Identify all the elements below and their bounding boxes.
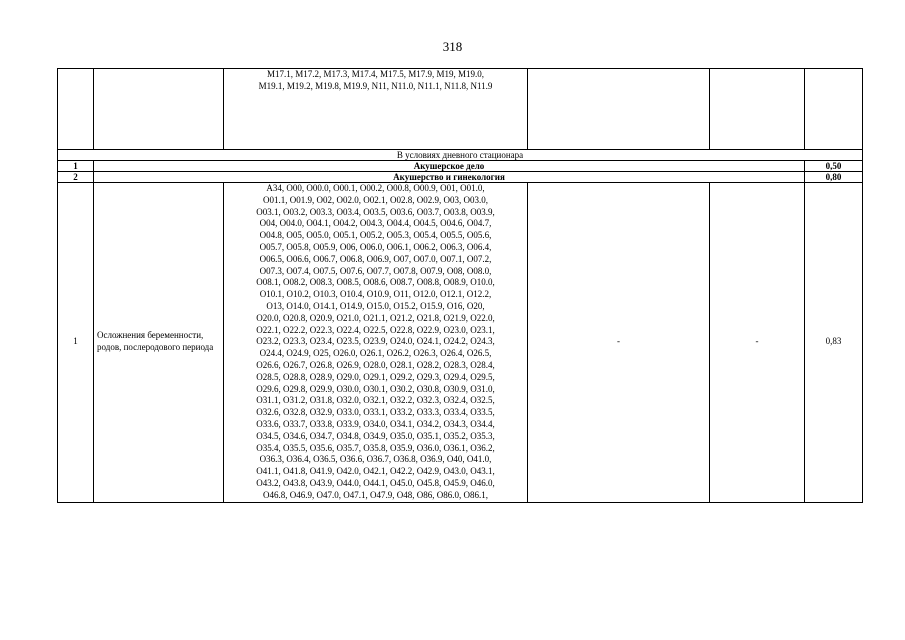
row-col-b: - (710, 183, 805, 503)
row-name: Осложнения беременности, родов, послеродового периода (94, 183, 224, 503)
category-row (58, 172, 863, 183)
cell-coef (805, 69, 863, 150)
row-codes: A34, O00, O00.0, O00.1, O00.2, O00.8, O00.9, O01, O01.0, O01.1, O01.9, O02, O02.0, O02.1, O02.8, O02.9, O03, O03.0, O03.1, O03.2, O03.3, O03.4, O03.5, O03.6, O03.7, O03.8, O03.9, O04, O04.0, O04.1, O04.2, O04.3, O04.4, O04.5, O04.6, O04.7, O04.8, O05, O05.0, O05.1, O05.2, O05.3, O05.4, O05.5, O05.6, O05.7, O05.8, O05.9, O06, O06.0, O06.1, O06.2, O06.3, O06.4, O06.5, O06.6, O06.7, O06.8, O06.9, O07, O07.0, O07.1, O07.2, O07.3, O07.4, O07.5, O07.6, O07.7, O07.8, O07.9, O08, O08.0, O08.1, O08.2, O08.3, O08.5, O08.6, O08.7, O08.8, O08.9, O10.0, O10.1, O10.2, O10.3, O10.4, O10.9, O11, O12.0, O12.1, O12.2, O13, O14.0, O14.1, O14.9, O15.0, O15.2, O15.9, O16, O20, O20.0, O20.8, O20.9, O21.0, O21.1, O21.2, O21.8, O21.9, O22.0, O22.1, O22.2, O22.3, O22.4, O22.5, O22.8, O22.9, O23.0, O23.1, O23.2, O23.3, O23.4, O23.5, O23.9, O24.0, O24.1, O24.2, O24.3, O24.4, O24.9, O25, O26.0, O26.1, O26.2, O26.3, O26.4, O26.5, O26.6, O26.7, O26.8, O26.9, O28.0, O28.1, O28.2, O28.3, O28.4, O28.5, O28.8, O28.9, O29.0, O29.1, O29.2, O29.3, O29.4, O29.5, O29.6, O29.8, O29.9, O30.0, O30.1, O30.2, O30.8, O30.9, O31.0, O31.1, O31.2, O31.8, O32.0, O32.1, O32.2, O32.3, O32.4, O32.5, O32.6, O32.8, O32.9, O33.0, O33.1, O33.2, O33.3, O33.4, O33.5, O33.6, O33.7, O33.8, O33.9, O34.0, O34.1, O34.2, O34.3, O34.4, O34.5, O34.6, O34.7, O34.8, O34.9, O35.0, O35.1, O35.2, O35.3, O35.4, O35.5, O35.6, O35.7, O35.8, O35.9, O36.0, O36.1, O36.2, O36.3, O36.4, O36.5, O36.6, O36.7, O36.8, O36.9, O40, O41.0, O41.1, O41.8, O41.9, O42.0, O42.1, O42.2, O42.9, O43.0, O43.1, O43.2, O43.8, O43.9, O44.0, O44.1, O45.0, O45.8, O45.9, O46.0, O46.8, O46.9, O47.0, O47.1, O47.9, O48, O86, O86.0, O86.1, (224, 183, 528, 503)
row-col-a: - (528, 183, 710, 503)
category-num: 2 (58, 172, 94, 183)
cell-col-b (710, 69, 805, 150)
category-name: Акушерство и гинекология (94, 172, 805, 183)
table-row (58, 183, 863, 503)
cell-col-a (528, 69, 710, 150)
category-coef: 0,80 (805, 172, 863, 183)
cell-num (58, 69, 94, 150)
section-title: В условиях дневного стационара (58, 150, 863, 161)
cell-name (94, 69, 224, 150)
row-coef: 0,83 (805, 183, 863, 503)
section-header-row (58, 150, 863, 161)
cell-codes: M17.1, M17.2, M17.3, M17.4, M17.5, M17.9, M19, M19.0, M19.1, M19.2, M19.8, M19.9, N11, N11.0, N11.1, N11.8, N11.9 (224, 69, 528, 150)
table-row-continued (58, 69, 863, 150)
page-number: 318 (442, 39, 463, 54)
category-coef: 0,50 (805, 161, 863, 172)
category-row (58, 161, 863, 172)
category-num: 1 (58, 161, 94, 172)
row-num: 1 (58, 183, 94, 503)
category-name: Акушерское дело (94, 161, 805, 172)
tariff-table (57, 68, 863, 503)
